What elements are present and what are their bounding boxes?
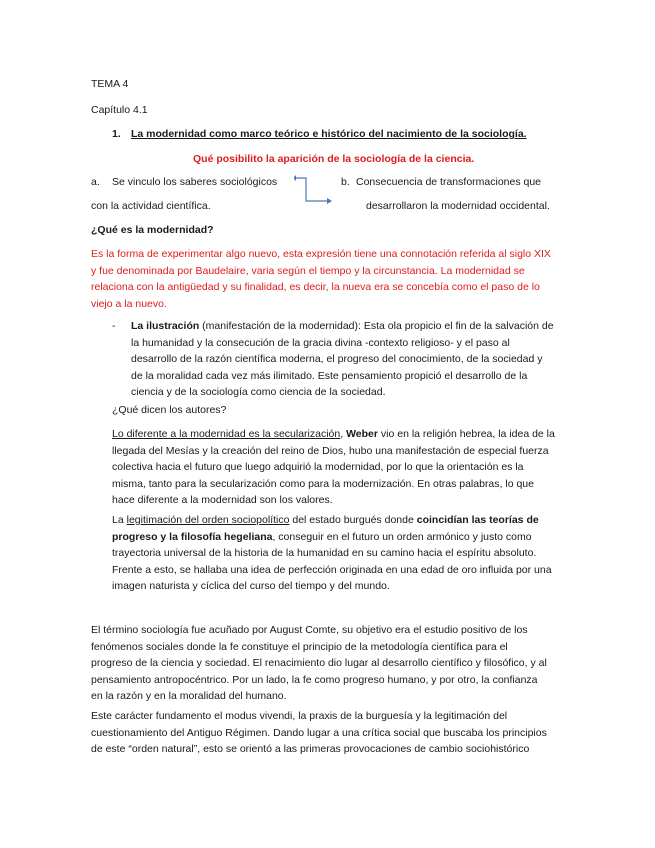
caracter-line-3: de este “orden natural”, esto se orientó a las primeras provocaciones de cambio sociohistórico bbox=[91, 743, 530, 755]
weber-name: Weber bbox=[346, 428, 378, 440]
option-a-line1: Se vinculo los saberes sociológicos bbox=[112, 176, 278, 188]
legitimacion-line-1-a: La bbox=[112, 514, 127, 526]
comte-line-4: pensamiento antropocéntrico. Por un lado, la fe como progreso humano, y por otro, la confianza bbox=[91, 673, 538, 686]
question-autores: ¿Qué dicen los autores? bbox=[112, 404, 227, 416]
red-subtitle: Qué posibilito la aparición de la sociología de la ciencia. bbox=[193, 153, 475, 165]
option-b-line2: desarrollaron la modernidad occidental. bbox=[366, 200, 550, 212]
secularizacion-line-2: llegada del Mesías y la creación del reino de Dios, hubo una manifestación de especial fuerza bbox=[112, 444, 549, 457]
section-number: 1. bbox=[112, 128, 121, 140]
bullet-dash: - bbox=[112, 320, 116, 332]
option-b-label: b. bbox=[341, 176, 350, 188]
capitulo-heading: Capítulo 4.1 bbox=[91, 104, 148, 116]
secularizacion-line-1-rest: vio en la religión hebrea, la idea de la bbox=[377, 428, 555, 440]
legitimacion-bold-2: progreso y la filosofía hegeliana bbox=[112, 530, 273, 543]
legitimacion-line-1 bbox=[112, 512, 539, 529]
tema-heading: TEMA 4 bbox=[91, 78, 129, 90]
section-title: La modernidad como marco teórico e histórico del nacimiento de la sociología. bbox=[131, 128, 527, 140]
option-a-label: a. bbox=[91, 176, 100, 188]
question-modernidad: ¿Qué es la modernidad? bbox=[91, 224, 214, 236]
legitimacion-line-5: imagen naturista y cíclica del curso del tiempo y del mundo. bbox=[112, 580, 390, 592]
secularizacion-line-4: misma, tanto para la secularización como para la modernización. En otras palabras, lo que bbox=[112, 477, 534, 490]
secularizacion-underlined: Lo diferente a la modernidad es la secularización bbox=[112, 428, 341, 440]
comte-line-3: progreso de la ciencia y sociedad. El renacimiento dio lugar al desarrollo científico y filosófico, y al bbox=[91, 657, 547, 669]
red-line-1: Es la forma de experimentar algo nuevo, esta expresión tiene una connotación referida al siglo XIX bbox=[91, 248, 551, 260]
elbow-arrow-icon bbox=[294, 174, 334, 206]
secularizacion-line-5: hace diferente a la modernidad son los valores. bbox=[112, 494, 333, 506]
comte-line-5: en la razón y en la moralidad del humano. bbox=[91, 690, 287, 702]
ilustracion-line-4: de la moralidad cada vez más ilimitado. Este pensamiento propició el desarrollo de la bbox=[131, 369, 528, 382]
ilustracion-line-2: la humanidad y la consecución de la gracia divina -contexto religioso- y el paso al bbox=[131, 336, 510, 349]
ilustracion-line-3: desarrollo de la razón científica moderna, el progreso del conocimiento, de la sociedad y bbox=[131, 353, 543, 365]
red-line-4: viejo a la nuevo. bbox=[91, 297, 167, 310]
comte-line-2: fenómenos sociales donde la fe constituye el principio de la metodología científica para el bbox=[91, 640, 508, 653]
legitimacion-line-1-b: del estado burgués donde bbox=[289, 514, 417, 526]
secularizacion-line-3: colectiva hacia el futuro que luego adquirió la modernidad, por lo que la orientación es la bbox=[112, 461, 524, 473]
option-a-line2: con la actividad científica. bbox=[91, 200, 211, 212]
ilustracion-term: La ilustración bbox=[131, 320, 200, 332]
caracter-line-1: Este carácter fundamento el modus vivendi, la praxis de la burguesía y la legitimación del bbox=[91, 710, 508, 722]
legitimacion-line-3: trayectoria universal de la historia de la humanidad en su camino hacia el espíritu absoluto. bbox=[112, 547, 537, 559]
secularizacion-line-1 bbox=[112, 426, 555, 443]
caracter-line-2: cuestionamiento del Antiguo Régimen. Dando lugar a una crítica social que buscaba los principios bbox=[91, 726, 547, 739]
legitimacion-line-2-rest: , conseguir en el futuro un orden armónico y justo como bbox=[272, 530, 532, 543]
red-line-3: relaciona con la antigüedad y su finalidad, es decir, la nueva era se concebía como el paso de lo bbox=[91, 281, 540, 293]
ilustracion-line-1-rest: (manifestación de la modernidad): Esta ola propicio el fin de la salvación de bbox=[199, 320, 554, 332]
legitimacion-bold-1: coincidían las teorías de bbox=[416, 514, 539, 526]
legitimacion-line-2 bbox=[112, 529, 532, 546]
comte-line-1: El término sociología fue acuñado por August Comte, su objetivo era el estudio positivo de los bbox=[91, 624, 528, 636]
red-line-2: y fue denominada por Baudelaire, varia según el tiempo y la circunstancia. La modernidad se bbox=[91, 264, 525, 277]
option-b-line1: Consecuencia de transformaciones que bbox=[356, 176, 542, 188]
secularizacion-comma: , bbox=[340, 428, 347, 440]
ilustracion-line-5: ciencia y de la sociología como ciencia de la sociedad. bbox=[131, 386, 386, 398]
legitimacion-underlined: legitimación del orden sociopolítico bbox=[126, 514, 290, 526]
ilustracion-line-1 bbox=[131, 318, 554, 335]
legitimacion-line-4: Frente a esto, se hallaba una idea de perfección originada en una edad de oro influida por una bbox=[112, 563, 552, 576]
